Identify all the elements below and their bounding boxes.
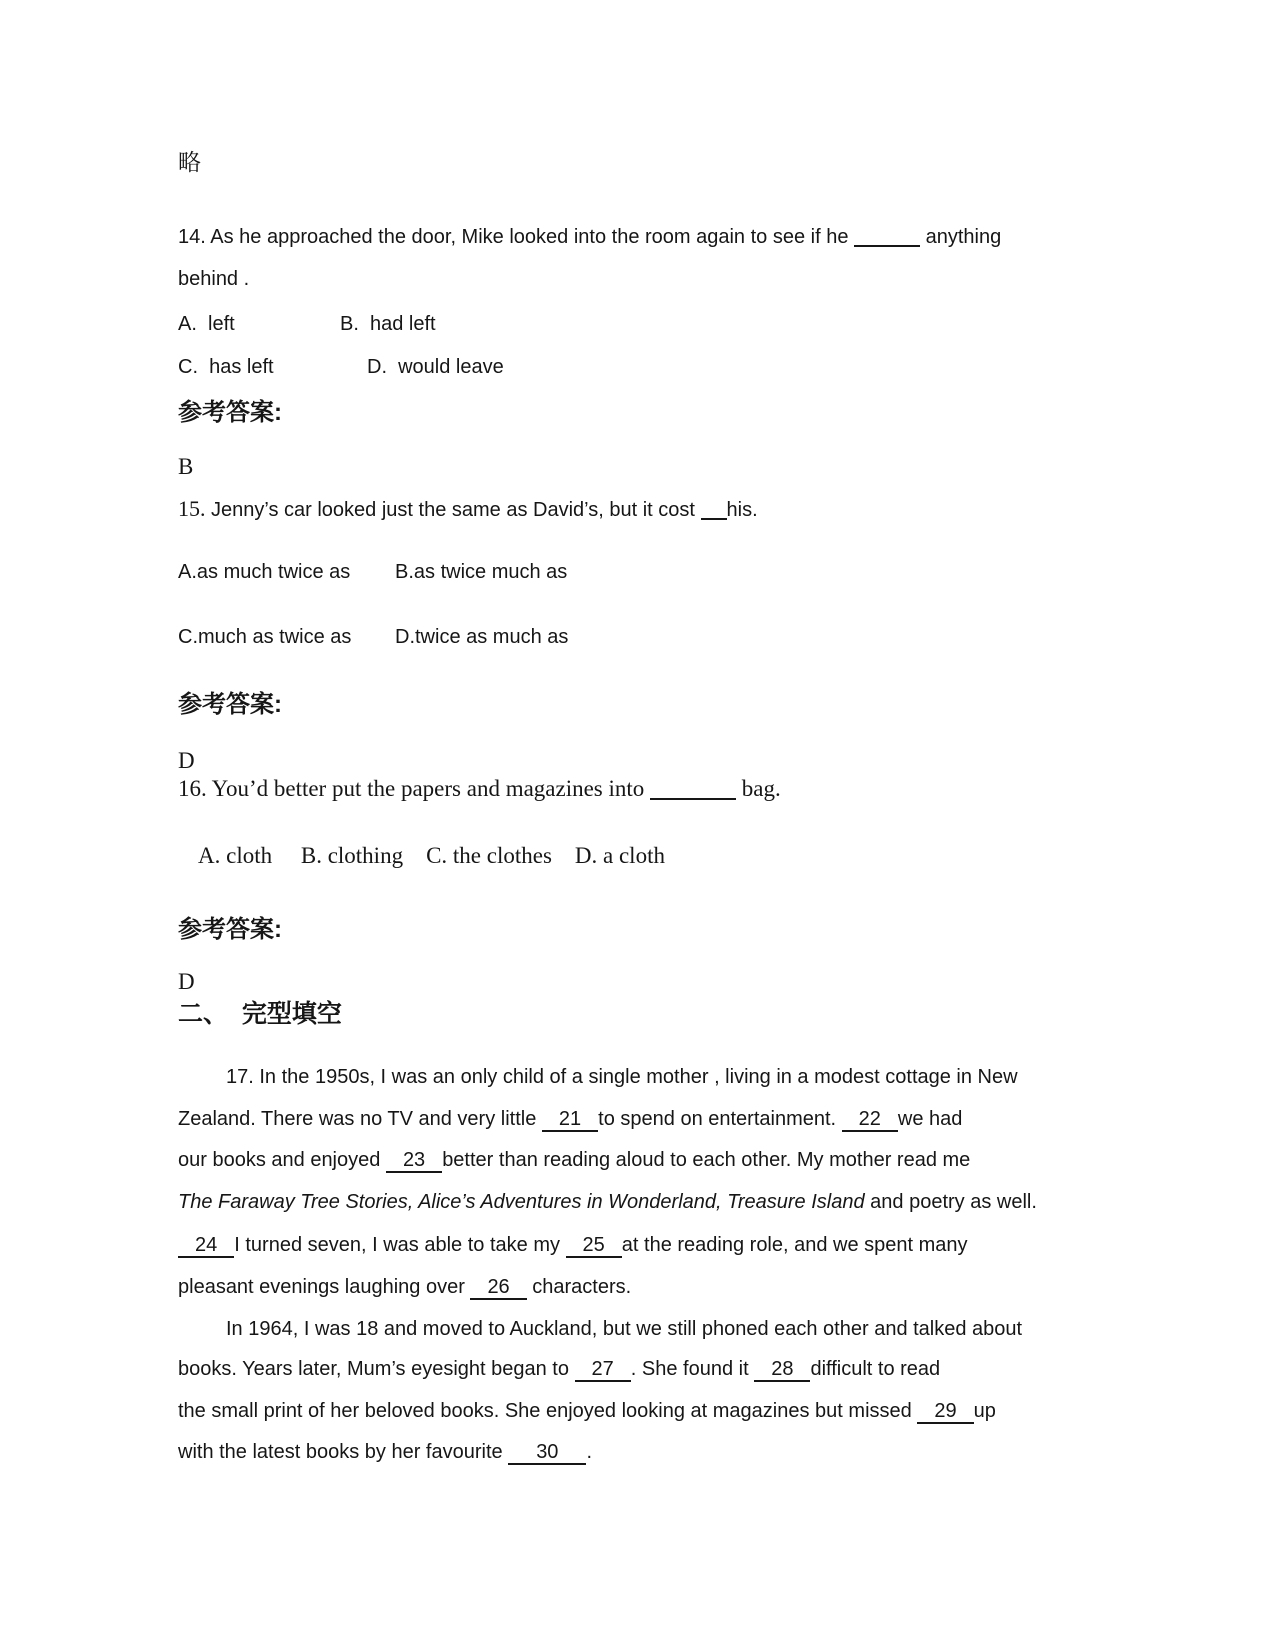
cloze-text: .	[586, 1441, 592, 1463]
q14-answer-value: B	[178, 454, 194, 479]
q14-options-row2	[178, 354, 504, 380]
q16-answer-value: D	[178, 969, 195, 994]
q14-option-a: A. left	[178, 313, 235, 335]
q16-stem	[178, 775, 781, 803]
cloze-text: difficult to read	[810, 1358, 941, 1380]
q15-number: 15.	[178, 496, 211, 521]
cloze-p1-line6	[178, 1274, 631, 1300]
q14-option-c: C. has left	[178, 356, 274, 378]
cloze-p2-line4	[178, 1439, 592, 1465]
cloze-p2-line1: In 1964, I was 18 and moved to Auckland, but we still phoned each other and talked about	[226, 1318, 1023, 1340]
cloze-p1-line1: 17. In the 1950s, I was an only child of a single mother , living in a modest cottage in New	[226, 1066, 1018, 1088]
q15-stem	[178, 495, 758, 523]
cloze-text: books. Years later, Mum’s eyesight began to	[178, 1358, 575, 1380]
q16-reference-answer-label: 参考答案:	[178, 916, 282, 943]
q15-reference-answer-label: 参考答案:	[178, 691, 282, 718]
blank-25: 25	[566, 1234, 622, 1258]
cloze-text: and poetry as well.	[864, 1191, 1037, 1213]
blank-23: 23	[386, 1149, 442, 1173]
cloze-text: Zealand. There was no TV and very little	[178, 1108, 542, 1130]
book-titles-italic: The Faraway Tree Stories, Alice’s Adventures in Wonderland, Treasure Island	[178, 1191, 865, 1213]
blank-22: 22	[842, 1108, 898, 1132]
blank-21: 21	[542, 1108, 598, 1132]
q16-stem-text-post: bag.	[736, 776, 781, 801]
cloze-p2-line3	[178, 1398, 996, 1424]
q14-option-b: B. had left	[340, 313, 436, 335]
q14-stem-text-pre: 14. As he approached the door, Mike looked into the room again to see if he	[178, 226, 855, 248]
cloze-text: with the latest books by her favourite	[178, 1441, 509, 1463]
q15-option-b: B.as twice much as	[395, 561, 568, 583]
cloze-text: we had	[897, 1108, 963, 1130]
blank-29: 29	[917, 1400, 973, 1424]
cloze-text: to spend on entertainment.	[598, 1108, 842, 1130]
q15-stem-text-post: his.	[726, 499, 758, 521]
q15-option-a: A.as much twice as	[178, 561, 351, 583]
blank-24: 24	[178, 1234, 234, 1258]
cloze-text: I turned seven, I was able to take my	[234, 1234, 566, 1256]
q14-stem-line1	[178, 224, 1001, 250]
q14-options-row1	[178, 311, 436, 337]
cloze-p1-line5	[178, 1232, 968, 1258]
blank-30: 30	[508, 1441, 586, 1465]
cloze-text: our books and enjoyed	[178, 1149, 386, 1171]
blank-28: 28	[754, 1358, 810, 1382]
cloze-text: characters.	[526, 1276, 632, 1298]
blank-27: 27	[575, 1358, 631, 1382]
q15-blank-line	[701, 514, 727, 520]
q14-stem-line2: behind .	[178, 268, 250, 290]
cloze-text: . She found it	[630, 1358, 755, 1380]
q15-answer-value: D	[178, 748, 195, 773]
omitted-note: 略	[178, 149, 201, 175]
q15-option-c: C.much as twice as	[178, 626, 352, 648]
q14-stem-text-post: anything	[920, 226, 1002, 248]
cloze-p2-line2	[178, 1356, 940, 1382]
q16-options: A. cloth B. clothing C. the clothes D. a cloth	[198, 843, 665, 868]
cloze-text: better than reading aloud to each other. My mother read me	[442, 1149, 971, 1171]
q15-stem-text: Jenny’s car looked just the same as David’s, but it cost	[211, 499, 701, 521]
q15-options-row2	[178, 624, 568, 650]
q14-option-d: D. would leave	[367, 356, 504, 378]
section-heading-cloze: 二、 完型填空	[178, 1000, 342, 1028]
cloze-p1-line4	[178, 1189, 1037, 1215]
q15-options-row1	[178, 559, 567, 585]
q16-blank-line	[650, 794, 736, 800]
cloze-p1-line3	[178, 1147, 970, 1173]
cloze-text: up	[973, 1400, 996, 1422]
cloze-text: the small print of her beloved books. She enjoyed looking at magazines but missed	[178, 1400, 918, 1422]
q16-stem-text-pre: 16. You’d better put the papers and magazines into	[178, 776, 651, 801]
blank-26: 26	[470, 1276, 526, 1300]
q14-reference-answer-label: 参考答案:	[178, 399, 282, 426]
cloze-text: pleasant evenings laughing over	[178, 1276, 471, 1298]
q15-option-d: D.twice as much as	[395, 626, 569, 648]
cloze-p1-line2	[178, 1106, 962, 1132]
cloze-text: at the reading role, and we spent many	[621, 1234, 968, 1256]
q14-blank-line	[854, 241, 920, 247]
